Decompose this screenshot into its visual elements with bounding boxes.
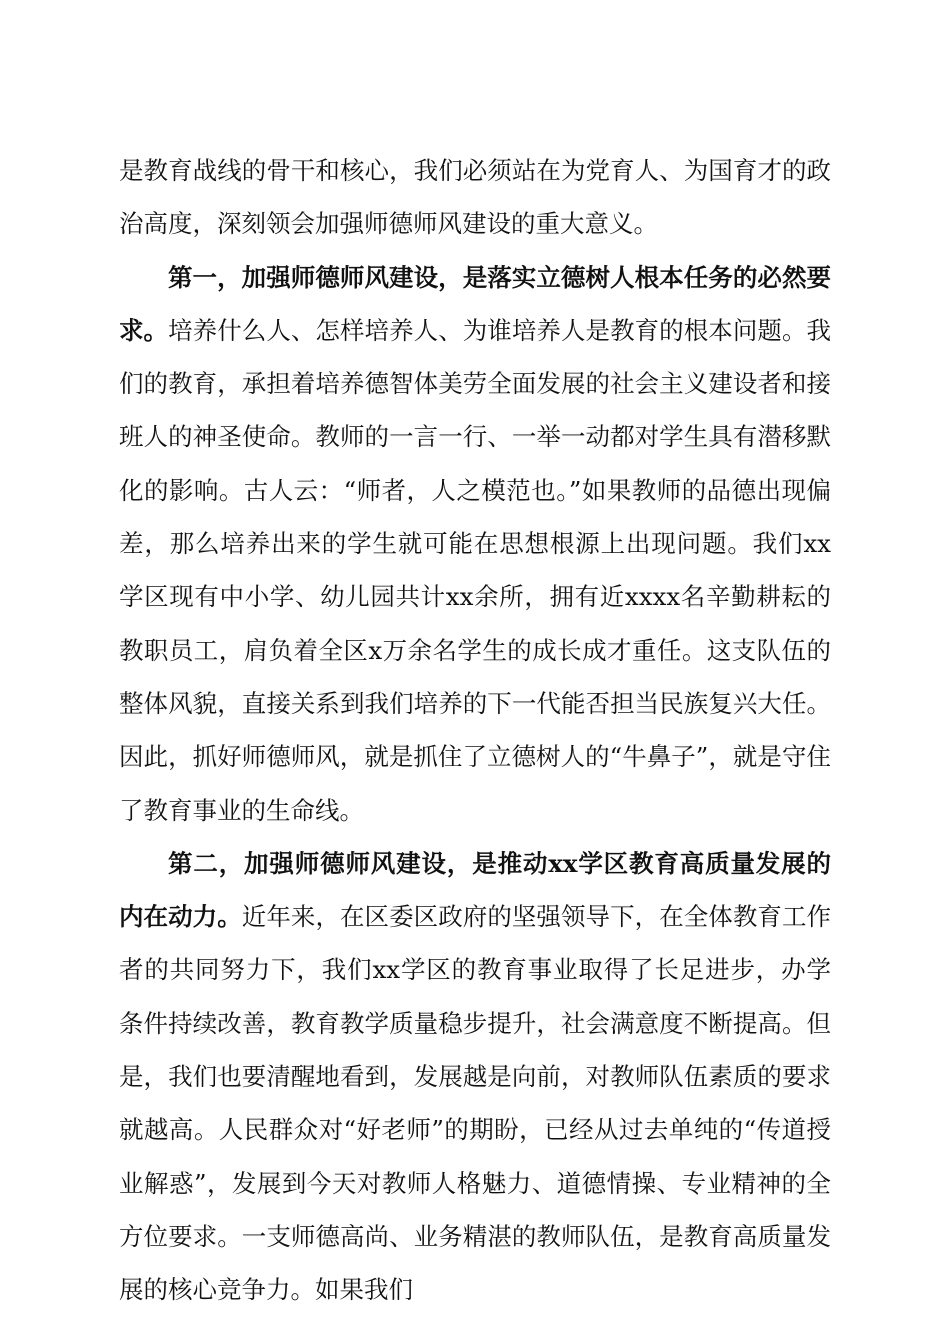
paragraph-point-one bbox=[119, 251, 831, 837]
paragraph-text: 培养什么人、怎样培养人、为谁培养人是教育的根本问题。我们的教育，承担着培养德智体美劳全面发展的社会主义建设者和接班人的神圣使命。教师的一言一行、一举一动都对学生具有潜移默化的影响。古人云：“师者，人之模范也。”如果教师的品德出现偏差，那么培养出来的学生就可能在思想根源上出现问题。我们xx学区现有中小学、幼儿园共计xx余所，拥有近xxxx名辛勤耕耘的教职员工，肩负着全区x万余名学生的成长成才重任。这支队伍的整体风貌，直接关系到我们培养的下一代能否担当民族复兴大任。因此，抓好师德师风，就是抓住了立德树人的“牛鼻子”，就是守住了教育事业的生命线。 bbox=[119, 315, 831, 825]
paragraph-text: 是教育战线的骨干和核心，我们必须站在为党育人、为国育才的政治高度，深刻领会加强师德师风建设的重大意义。 bbox=[119, 156, 831, 239]
paragraph-point-two bbox=[119, 837, 831, 1317]
paragraph-lead-bold: 第一，加强师德师风建设，是落实立德树人根本任务的必然要求。 bbox=[119, 262, 831, 345]
paragraph-lead-bold: 第二，加强师德师风建设，是推动xx学区教育高质量发展的内在动力。 bbox=[119, 848, 831, 932]
paragraph-text: 近年来，在区委区政府的坚强领导下，在全体教育工作者的共同努力下，我们xx学区的教育事业取得了长足进步，办学条件持续改善，教育教学质量稳步提升，社会满意度不断提高。但是，我们也要清醒地看到，发展越是向前，对教师队伍素质的要求就越高。人民群众对“好老师”的期盼，已经从过去单纯的“传道授业解惑”，发展到今天对教师人格魅力、道德情操、专业精神的全方位要求。一支师德高尚、业务精湛的教师队伍，是教育高质量发展的核心竞争力。如果我们 bbox=[119, 902, 832, 1305]
paragraph-continuation bbox=[119, 144, 831, 251]
document-body bbox=[119, 144, 831, 1317]
